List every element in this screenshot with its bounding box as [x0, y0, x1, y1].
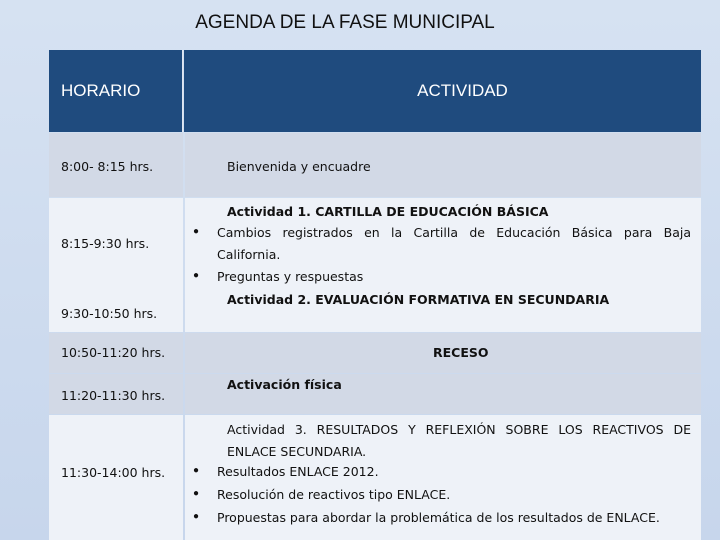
bullet-icon: ●	[193, 488, 200, 499]
activity-bullet: Resolución de reactivos tipo ENLACE.	[217, 487, 451, 502]
time-cell: 8:00- 8:15 hrs.	[61, 159, 154, 174]
activity-bullet: Preguntas y respuestas	[217, 269, 364, 284]
bullet-icon: ●	[193, 511, 200, 522]
activity-heading: Actividad 2. EVALUACIÓN FORMATIVA EN SECUNDARIA	[227, 292, 610, 307]
time-cell: 10:50-11:20 hrs.	[61, 345, 166, 360]
time-cell: 11:20-11:30 hrs.	[61, 388, 166, 403]
activity-bullet-cont: California.	[217, 247, 281, 262]
table-row	[49, 133, 701, 197]
bullet-icon: ●	[193, 465, 200, 476]
header-horario: HORARIO	[49, 50, 183, 132]
activity-heading: Actividad 1. CARTILLA DE EDUCACIÓN BÁSICA	[227, 204, 549, 219]
activity-cell: Activación física	[227, 377, 342, 392]
table-row	[49, 415, 701, 540]
activity-bullet: Cambios registrados en la Cartilla de Educación Básica para Baja	[217, 225, 691, 240]
activity-cell: Bienvenida y encuadre	[227, 159, 371, 174]
bullet-icon: ●	[193, 226, 200, 237]
bullet-icon: ●	[193, 270, 200, 281]
table-row	[49, 333, 701, 373]
header-actividad: ACTIVIDAD	[184, 50, 701, 132]
time-cell: 11:30-14:00 hrs.	[61, 465, 166, 480]
activity-bullet: Resultados ENLACE 2012.	[217, 464, 379, 479]
time-cell: 9:30-10:50 hrs.	[61, 306, 158, 321]
page-title: AGENDA DE LA FASE MUNICIPAL	[195, 12, 495, 33]
time-cell: 8:15-9:30 hrs.	[61, 236, 150, 251]
activity-bullet: Propuestas para abordar la problemática de los resultados de ENLACE.	[217, 510, 660, 525]
agenda-table	[49, 50, 701, 540]
activity-heading: Actividad 3. RESULTADOS Y REFLEXIÓN SOBRE LOS REACTIVOS DE	[227, 422, 691, 437]
activity-cell: RECESO	[433, 345, 489, 360]
activity-heading-cont: ENLACE SECUNDARIA.	[227, 444, 367, 459]
table-row	[49, 374, 701, 414]
